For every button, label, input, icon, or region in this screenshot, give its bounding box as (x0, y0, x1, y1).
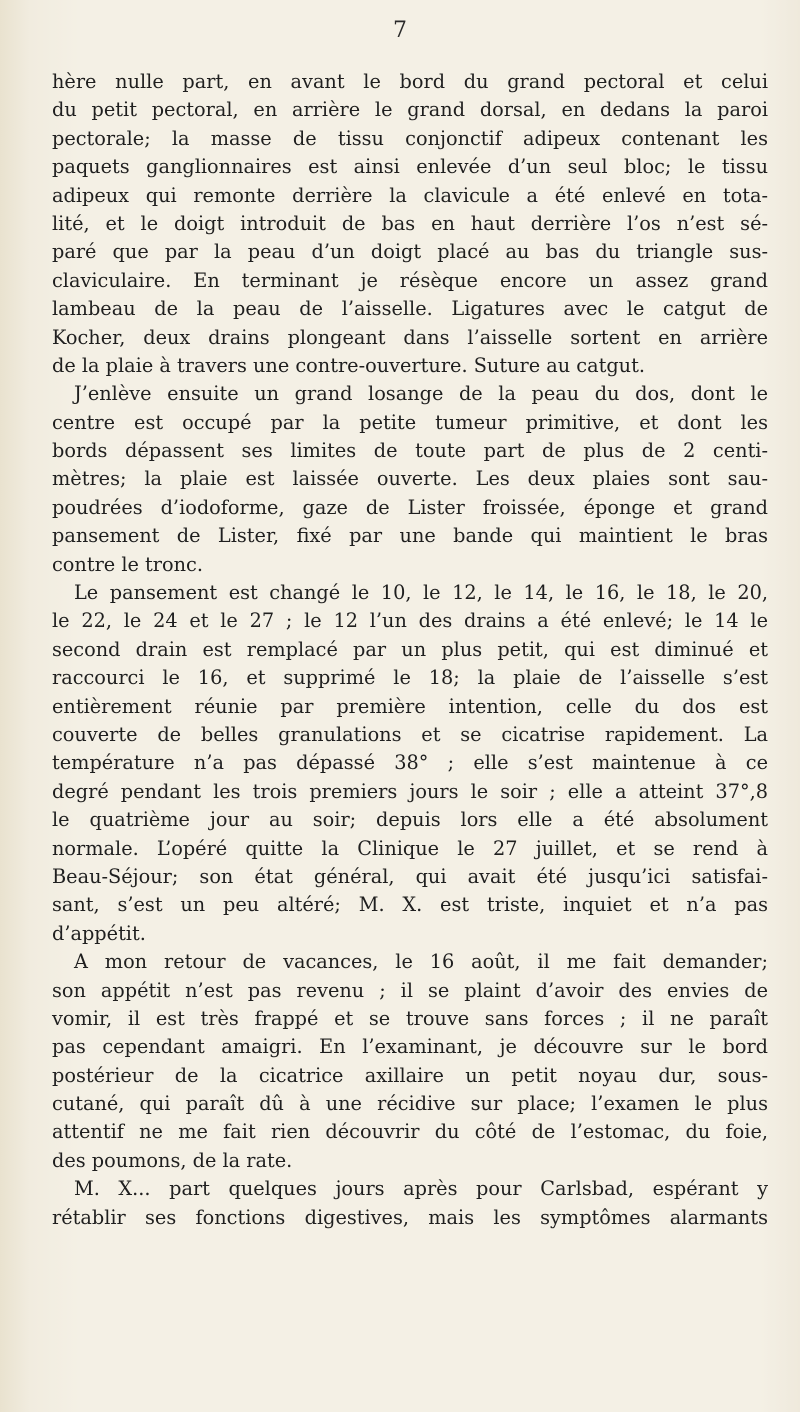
text-line: centre est occupé par la petite tumeur primitive, et dont les (52, 410, 768, 434)
text-line: pectorale; la masse de tissu conjonctif adipeux contenant les (52, 126, 768, 150)
paragraph (52, 68, 768, 380)
text-line: contre le tronc. (52, 552, 203, 576)
text-line: pas cependant amaigri. En l’examinant, je découvre sur le bord (52, 1035, 768, 1059)
text-line: cutané, qui paraît dû à une récidive sur place; l’examen le plus (52, 1092, 768, 1116)
text-line: second drain est remplacé par un plus petit, qui est diminué et (52, 637, 768, 661)
text-line: des poumons, de la rate. (52, 1148, 293, 1172)
text-line: bords dépassent ses limites de toute part de plus de 2 centi- (52, 439, 768, 463)
text-line: son appétit n’est pas revenu ; il se plaint d’avoir des envies de (52, 978, 768, 1002)
text-line: sant, s’est un peu altéré; M. X. est triste, inquiet et n’a pas (52, 893, 768, 917)
text-line: température n’a pas dépassé 38° ; elle s’est maintenue à ce (52, 751, 768, 775)
text-line: J’enlève ensuite un grand losange de la peau du dos, dont le (74, 382, 768, 406)
text-line: du petit pectoral, en arrière le grand dorsal, en dedans la paroi (52, 98, 768, 122)
text-line: Beau-Séjour; son état général, qui avait été jusqu’ici satisfai- (52, 864, 768, 888)
text-line: claviculaire. En terminant je résèque encore un assez grand (52, 268, 768, 292)
text-line: le quatrième jour au soir; depuis lors elle a été absolument (52, 808, 768, 832)
text-line: rétablir ses fonctions digestives, mais les symptômes alarmants (52, 1205, 768, 1229)
paragraph (52, 380, 768, 579)
text-line: M. X... part quelques jours après pour Carlsbad, espérant y (74, 1177, 768, 1201)
text-line: Le pansement est changé le 10, le 12, le 14, le 16, le 18, le 20, (74, 581, 768, 605)
text-line: normale. L’opéré quitte la Clinique le 27 juillet, et se rend à (52, 836, 768, 860)
body-text (52, 68, 768, 1232)
text-line: hère nulle part, en avant le bord du grand pectoral et celui (52, 70, 768, 93)
text-line: adipeux qui remonte derrière la clavicule a été enlevé en tota- (52, 183, 768, 207)
text-line: degré pendant les trois premiers jours le soir ; elle a atteint 37°,8 (52, 779, 768, 803)
paragraph (52, 1175, 768, 1232)
text-line: attentif ne me fait rien découvrir du côté de l’estomac, du foie, (52, 1120, 768, 1144)
text-line: poudrées d’iodoforme, gaze de Lister froissée, éponge et grand (52, 495, 768, 519)
text-line: lambeau de la peau de l’aisselle. Ligatures avec le catgut de (52, 297, 768, 321)
text-line: vomir, il est très frappé et se trouve sans forces ; il ne paraît (52, 1006, 768, 1030)
paragraph (52, 948, 768, 1175)
page-number: 7 (393, 18, 407, 43)
text-line: mètres; la plaie est laissée ouverte. Les deux plaies sont sau- (52, 467, 768, 491)
paragraph (52, 579, 768, 948)
text-line: lité, et le doigt introduit de bas en haut derrière l’os n’est sé- (52, 211, 768, 235)
text-line: d’appétit. (52, 921, 146, 945)
text-line: Kocher, deux drains plongeant dans l’aisselle sortent en arrière (52, 325, 768, 349)
text-line: paquets ganglionnaires est ainsi enlevée d’un seul bloc; le tissu (52, 155, 768, 179)
text-line: raccourci le 16, et supprimé le 18; la plaie de l’aisselle s’est (52, 666, 768, 690)
text-line: pansement de Lister, fixé par une bande qui maintient le bras (52, 524, 768, 548)
text-line: postérieur de la cicatrice axillaire un petit noyau dur, sous- (52, 1063, 768, 1087)
text-line: entièrement réunie par première intention, celle du dos est (52, 694, 768, 718)
text-line: le 22, le 24 et le 27 ; le 12 l’un des drains a été enlevé; le 14 le (52, 609, 768, 633)
text-line: couverte de belles granulations et se cicatrise rapidement. La (52, 722, 768, 746)
text-line: paré que par la peau d’un doigt placé au bas du triangle sus- (52, 240, 768, 264)
text-line: de la plaie à travers une contre-ouverture. Suture au catgut. (52, 353, 645, 377)
text-line: A mon retour de vacances, le 16 août, il me fait demander; (74, 950, 768, 974)
